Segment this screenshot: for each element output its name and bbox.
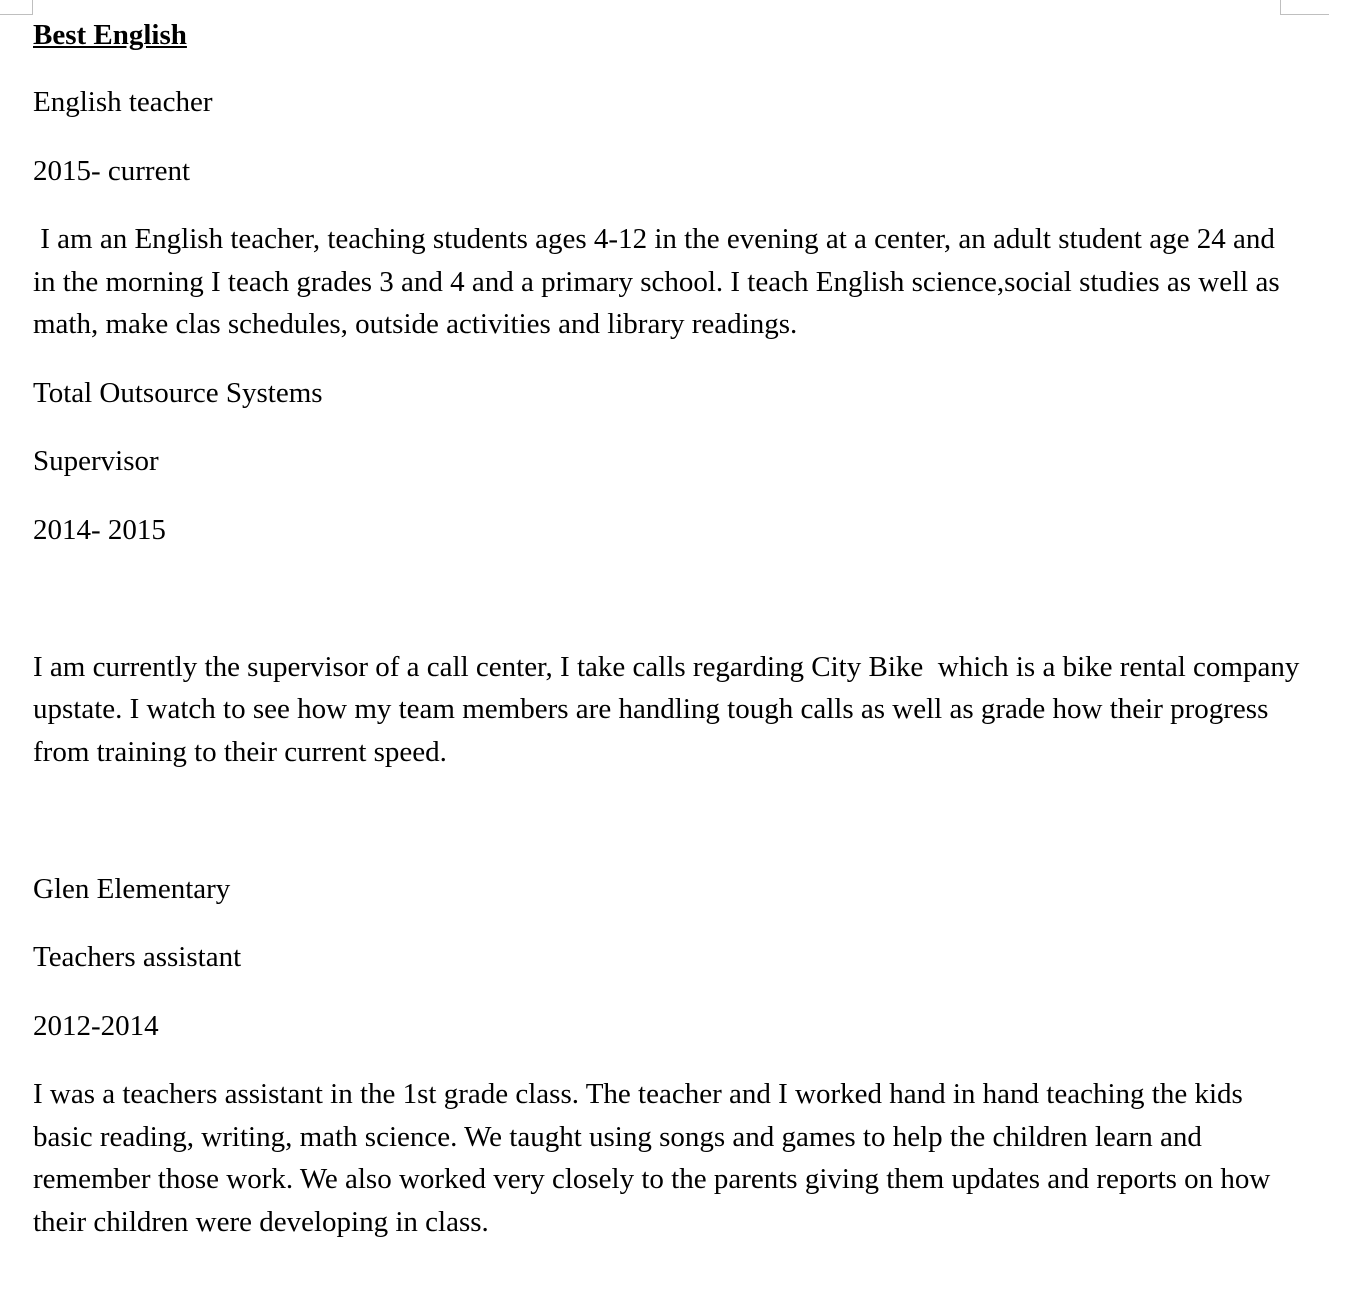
empty-paragraph bbox=[33, 799, 1303, 842]
company-name-heading: Best English bbox=[33, 19, 187, 51]
employment-dates: 2012-2014 bbox=[33, 1009, 159, 1042]
empty-paragraph bbox=[33, 577, 1303, 620]
employment-dates: 2014- 2015 bbox=[33, 513, 166, 546]
company-name: Total Outsource Systems bbox=[33, 376, 323, 409]
job-description: I am currently the supervisor of a call center, I take calls regarding City Bike which is a bike rental company upstate. I watch to see how my team members are handling tough calls as well as grade how their progress from training to their current speed. bbox=[33, 650, 1307, 768]
job-description: I am an English teacher, teaching students ages 4-12 in the evening at a center, an adult student age 24 and in the morning I teach grades 3 and 4 and a primary school. I teach English science,social studies as well as math, make clas schedules, outside activities and library readings. bbox=[33, 223, 1287, 340]
page-corner-mark-left bbox=[0, 0, 33, 15]
company-name: Glen Elementary bbox=[33, 872, 231, 905]
job-title: Supervisor bbox=[33, 445, 159, 477]
job-description: I was a teachers assistant in the 1st grade class. The teacher and I worked hand in hand teaching the kids basic reading, writing, math science. We taught using songs and games to help the children learn and remember those work. We also worked very closely to the parents giving them updates and reports on how their children were developing in class. bbox=[33, 1078, 1278, 1238]
job-title: English teacher bbox=[33, 86, 213, 118]
document-page[interactable] bbox=[33, 16, 1307, 1243]
employment-dates: 2015- current bbox=[33, 154, 191, 187]
job-title: Teachers assistant bbox=[33, 941, 242, 973]
page-corner-mark-right bbox=[1280, 0, 1329, 15]
